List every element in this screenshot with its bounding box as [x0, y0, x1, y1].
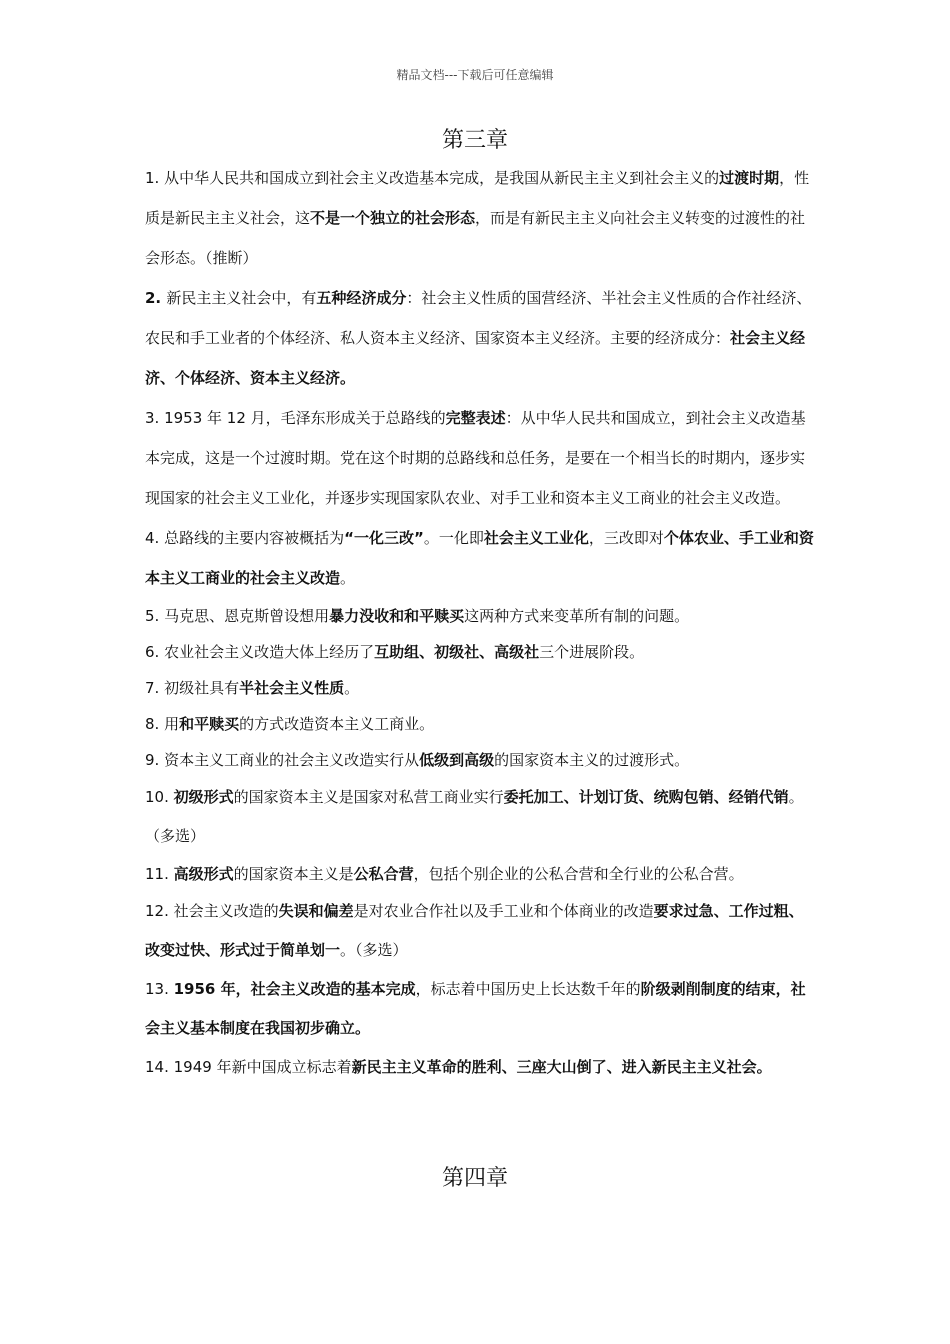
body-text: 的国家资本主义的过渡形式。 — [494, 751, 690, 769]
body-text: ：社会主义性质的国营经济、半社会主义性质的合作社经济、农民和手工业者的个体经济、私人资本主义经济、国家资本主义经济。主要的经济成分： — [145, 289, 812, 347]
body-text: ，包括个别企业的公私合营和全行业的公私合营。 — [413, 865, 744, 883]
bold-text: 和平赎买 — [179, 715, 240, 733]
bold-text: 2. — [145, 289, 167, 307]
body-text: ：从中华人民共和国成立，到社会主义改造基本完成，这是一个过渡时期。党在这个时期的总路线和总任务，是要在一个相当长的时期内，逐步实现国家的社会主义工业化，并逐步实现国家队农业、对手工业和资本主义工商业的社会主义改造。 — [145, 409, 806, 507]
body-text: 4. 总路线的主要内容被概括为 — [145, 529, 345, 547]
list-item — [145, 970, 817, 1048]
list-item — [145, 670, 817, 706]
bold-text: 新民主主义革命的胜利、三座大山倒了、进入新民主主义社会。 — [351, 1058, 772, 1076]
body-text: 。一化即 — [423, 529, 484, 547]
bold-text: “一化三改” — [344, 529, 424, 547]
list-item — [145, 706, 817, 742]
body-text: 8. 用 — [145, 715, 180, 733]
body-text: 6. 农业社会主义改造大体上经历了 — [145, 643, 375, 661]
bold-text: 半社会主义性质 — [239, 679, 345, 697]
body-text: 的国家资本主义是国家对私营工商业实行 — [233, 788, 504, 806]
body-text: 3. 1953 年 12 月，毛泽东形成关于总路线的 — [145, 409, 446, 427]
list-item — [145, 892, 817, 970]
list-item — [145, 1048, 817, 1087]
list-item — [145, 598, 817, 634]
chapter-title: 第三章 — [441, 128, 508, 153]
body-text: 11. — [145, 865, 174, 883]
item-list — [145, 158, 817, 1087]
list-item — [145, 742, 817, 778]
bold-text: 阶级剥削制度的结束，社会主义基本制度在我国初步确立。 — [145, 980, 806, 1037]
header-note: 精品文档---下载后可任意编辑 — [396, 68, 554, 82]
body-text: 新民主主义社会中，有 — [166, 289, 317, 307]
bold-text: 失误和偏差 — [278, 902, 354, 920]
bold-text: 1956 年，社会主义改造的基本完成 — [173, 980, 416, 998]
bold-text: 社会主义工业化 — [483, 529, 589, 547]
body-text: ，性质是新民主主义社会，这 — [145, 169, 810, 227]
body-text: 。（多选） — [145, 788, 804, 845]
list-item — [145, 778, 817, 856]
list-item — [145, 634, 817, 670]
body-text: 。（多选） — [340, 941, 408, 959]
bold-text: 高级形式 — [173, 865, 234, 883]
bold-text: 初级形式 — [173, 788, 234, 806]
body-text: 是对农业合作社以及手工业和个体商业的改造 — [353, 902, 654, 920]
body-text: 。 — [344, 679, 360, 697]
bold-text: 不是一个独立的社会形态 — [310, 209, 476, 227]
body-text: ，而是有新民主主义向社会主义转变的过渡性的社会形态。（推断） — [145, 209, 806, 267]
body-text: 。 — [340, 569, 356, 587]
body-text: 这两种方式来变革所有制的问题。 — [464, 607, 690, 625]
bold-text: 要求过急、工作过粗、改变过快、形式过于简单划一 — [145, 902, 804, 959]
bold-text: 过渡时期 — [719, 169, 780, 187]
body-text: ，三改即对 — [588, 529, 664, 547]
list-item — [145, 856, 817, 892]
body-text: 14. 1949 年新中国成立标志着 — [145, 1058, 352, 1076]
bold-text: 低级到高级 — [419, 751, 495, 769]
bold-text: 暴力没收和和平赎买 — [329, 607, 465, 625]
body-text: 5. 马克思、恩克斯曾设想用 — [145, 607, 330, 625]
body-text: 的方式改造资本主义工商业。 — [239, 715, 435, 733]
list-item — [145, 278, 817, 398]
body-text: 10. — [145, 788, 174, 806]
bold-text: 完整表述 — [445, 409, 506, 427]
bold-text: 五种经济成分 — [316, 289, 407, 307]
body-text: ，标志着中国历史上长达数千年的 — [415, 980, 641, 998]
body-text: 1. 从中华人民共和国成立到社会主义改造基本完成，是我国从新民主主义到社会主义的 — [145, 169, 720, 187]
body-text: 9. 资本主义工商业的社会主义改造实行从 — [145, 751, 420, 769]
bold-text: 委托加工、计划订货、统购包销、经销代销 — [503, 788, 789, 806]
bold-text: 互助组、初级社、高级社 — [374, 643, 540, 661]
body-text: 的国家资本主义是 — [233, 865, 354, 883]
body-text: 13. — [145, 980, 174, 998]
list-item — [145, 518, 817, 598]
list-item — [145, 158, 817, 278]
chapter-title: 第四章 — [441, 1166, 508, 1191]
bold-text: 公私合营 — [353, 865, 414, 883]
list-item — [145, 398, 817, 518]
bold-text: 个体农业、手工业和资本主义工商业的社会主义改造 — [145, 529, 814, 587]
body-text: 12. 社会主义改造的 — [145, 902, 279, 920]
body-text: 三个进展阶段。 — [539, 643, 645, 661]
bold-text: 社会主义经济、个体经济、资本主义经济。 — [145, 329, 806, 387]
body-text: 7. 初级社具有 — [145, 679, 240, 697]
